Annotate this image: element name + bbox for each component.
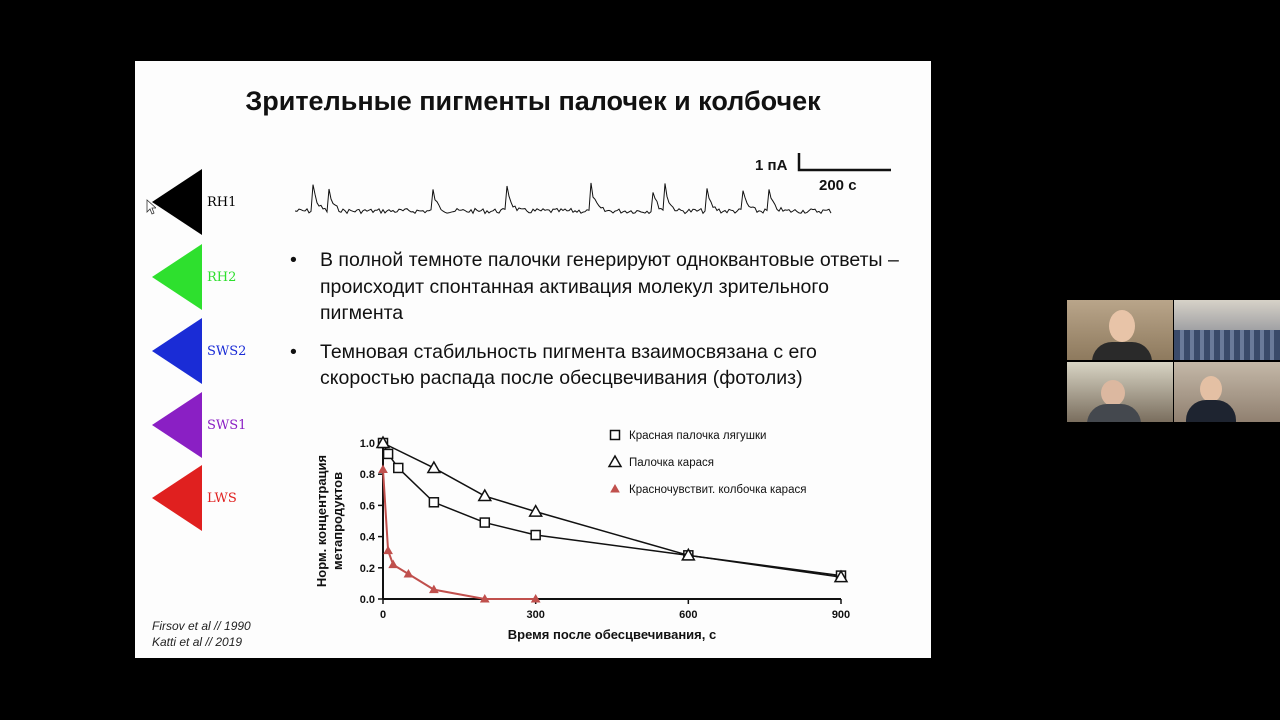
data-point-square xyxy=(429,498,438,507)
reference-item: Katti et al // 2019 xyxy=(152,635,243,649)
references xyxy=(152,618,251,650)
pigment-lws xyxy=(152,465,292,531)
avatar xyxy=(1109,310,1135,342)
x-tick-label: 600 xyxy=(679,609,698,621)
y-axis-label: метапродуктов xyxy=(330,471,345,571)
pigment-triangle-icon xyxy=(152,465,202,531)
data-point-filled-triangle xyxy=(404,570,412,577)
y-tick-label: 0.8 xyxy=(359,469,375,482)
x-tick-label: 0 xyxy=(379,609,387,621)
pigment-triangle-icon xyxy=(152,244,202,310)
pigment-label: LWS xyxy=(207,491,237,506)
video-tile-participant-2[interactable] xyxy=(1174,300,1280,360)
video-tile-participant-3[interactable] xyxy=(1067,362,1173,422)
bullet-list xyxy=(285,247,905,404)
bullet-item: • Темновая стабильность пигмента взаимосвязана с его скоростью распада после обесцвечивания (фотолиз) xyxy=(285,339,905,392)
slide-title: Зрительные пигменты палочек и колбочек xyxy=(245,86,821,116)
legend-label: Красная палочка лягушки xyxy=(629,430,767,442)
pigment-sws1 xyxy=(152,392,292,458)
y-tick-label: 0.0 xyxy=(359,594,375,606)
pigment-rh2 xyxy=(152,244,292,310)
data-point-square xyxy=(394,463,403,472)
scale-bar-time-label: 200 с xyxy=(819,177,857,194)
pigment-rh1 xyxy=(152,169,292,235)
x-axis-label: Время после обесцвечивания, с xyxy=(507,627,717,642)
scale-bar-current-label: 1 пА xyxy=(755,157,788,174)
decay-chart xyxy=(305,413,865,651)
pigment-triangle-icon xyxy=(152,169,202,235)
y-axis-label: Норм. концентрация xyxy=(314,454,329,588)
presentation-slide xyxy=(135,61,931,658)
y-tick-label: 0.6 xyxy=(359,500,375,513)
video-tile-participant-1[interactable] xyxy=(1067,300,1173,360)
data-point-square xyxy=(531,531,540,540)
mouse-cursor-icon xyxy=(146,199,156,215)
data-point-filled-triangle xyxy=(384,547,392,554)
legend-label: Палочка карася xyxy=(629,457,714,469)
video-tile-participant-4[interactable] xyxy=(1174,362,1280,422)
data-point-square xyxy=(611,431,620,440)
pigment-label: SWS1 xyxy=(207,418,247,433)
series-line xyxy=(383,470,536,599)
x-tick-label: 300 xyxy=(526,609,545,621)
pigment-label: SWS2 xyxy=(207,344,247,359)
data-point-square xyxy=(384,449,393,458)
pigment-label: RH2 xyxy=(207,270,237,285)
data-point-triangle xyxy=(479,490,491,501)
data-point-triangle xyxy=(609,456,621,467)
y-tick-label: 0.2 xyxy=(359,562,375,575)
legend-label: Красночувствит. колбочка карася xyxy=(629,484,807,496)
avatar xyxy=(1101,380,1125,406)
data-point-square xyxy=(480,518,489,527)
pigment-label: RH1 xyxy=(207,195,237,210)
avatar xyxy=(1200,376,1222,402)
data-point-filled-triangle xyxy=(611,485,619,492)
data-point-filled-triangle xyxy=(389,561,397,568)
y-tick-label: 1.0 xyxy=(359,438,375,450)
current-trace xyxy=(295,179,835,223)
pigment-triangle-icon xyxy=(152,318,202,384)
data-point-triangle xyxy=(428,462,440,473)
data-point-filled-triangle xyxy=(379,466,387,473)
pigment-triangle-icon xyxy=(152,392,202,458)
y-tick-label: 0.4 xyxy=(359,531,375,544)
reference-item: Firsov et al // 1990 xyxy=(152,619,251,633)
bullet-item: • В полной темноте палочки генерируют одноквантовые ответы – происходит спонтанная активация молекул зрительного пигмента xyxy=(285,247,905,327)
pigment-sws2 xyxy=(152,318,292,384)
x-tick-label: 900 xyxy=(831,609,851,621)
